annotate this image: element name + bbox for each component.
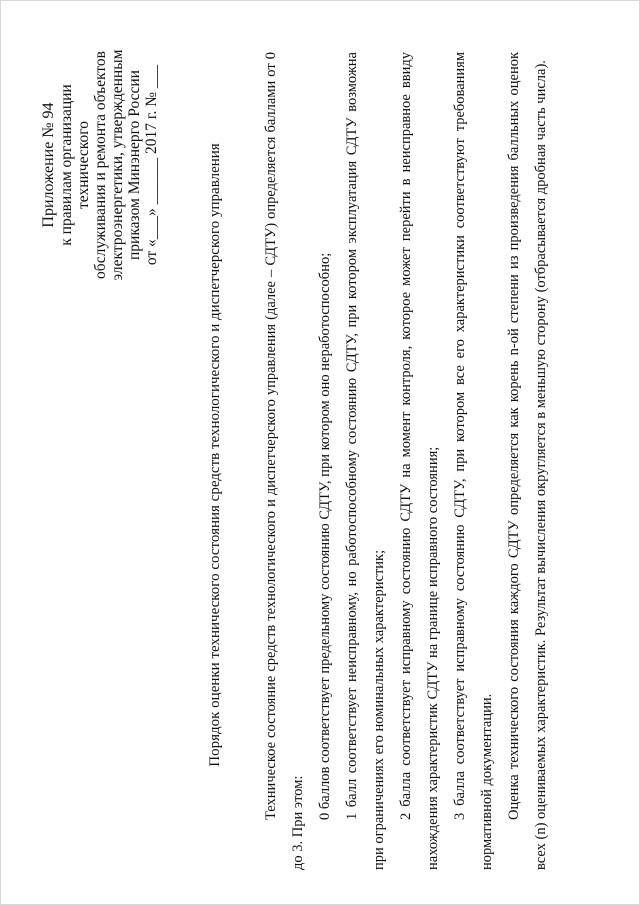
header-line: приказом Минэнерго России bbox=[126, 70, 143, 260]
header-line: к правилам организации технического bbox=[58, 84, 92, 246]
paragraph-score-3: 3 балла соответствует исправному состоянию СДТУ, при котором все его характеристики соответствуют требованиям нормативной документации. bbox=[452, 52, 495, 870]
document-title: Порядок оценки технического состояния средств технологического и диспетчерского управления bbox=[207, 143, 223, 767]
paragraph-score-1: 1 балл соответствует неисправному, но работоспособному состоянию СДТУ, при котором эксплуатация СДТУ возможна при ограничениях его номинальных характеристик; bbox=[344, 52, 387, 870]
header-line: электроэнергетики, утвержденным bbox=[109, 49, 126, 281]
paragraph-assessment: Оценка технического состояния каждого СДТУ определяется как корень n-ой степени из произведения балльных оценок всех (n) оцениваемых характеристик. Результат вычисления округляется в меньшую сторону (отбрасывается дробная часть числа). bbox=[506, 52, 549, 870]
paragraph-score-2: 2 балла соответствует исправному состоянию СДТУ на момент контроля, которое может перейти в неисправное ввиду нахождения характеристик СДТУ на границе исправного состояния; bbox=[398, 52, 441, 870]
paragraph-score-0: 0 баллов соответствует предельному состоянию СДТУ, при котором оно неработоспособно; bbox=[317, 252, 333, 820]
appendix-header bbox=[40, 45, 160, 285]
paragraph-intro: Техническое состояние средств технологического и диспетчерского управления (далее – СДТУ) определяется баллами от 0 до 3. При этом: bbox=[263, 52, 306, 870]
header-line: обслуживания и ремонта объектов bbox=[92, 51, 109, 279]
rotated-document-page bbox=[40, 40, 600, 870]
document-body bbox=[258, 52, 555, 870]
header-date-line: от «___» ______ 2017 г. № ___ bbox=[143, 64, 160, 266]
appendix-number: Приложение № 94 bbox=[40, 102, 57, 228]
